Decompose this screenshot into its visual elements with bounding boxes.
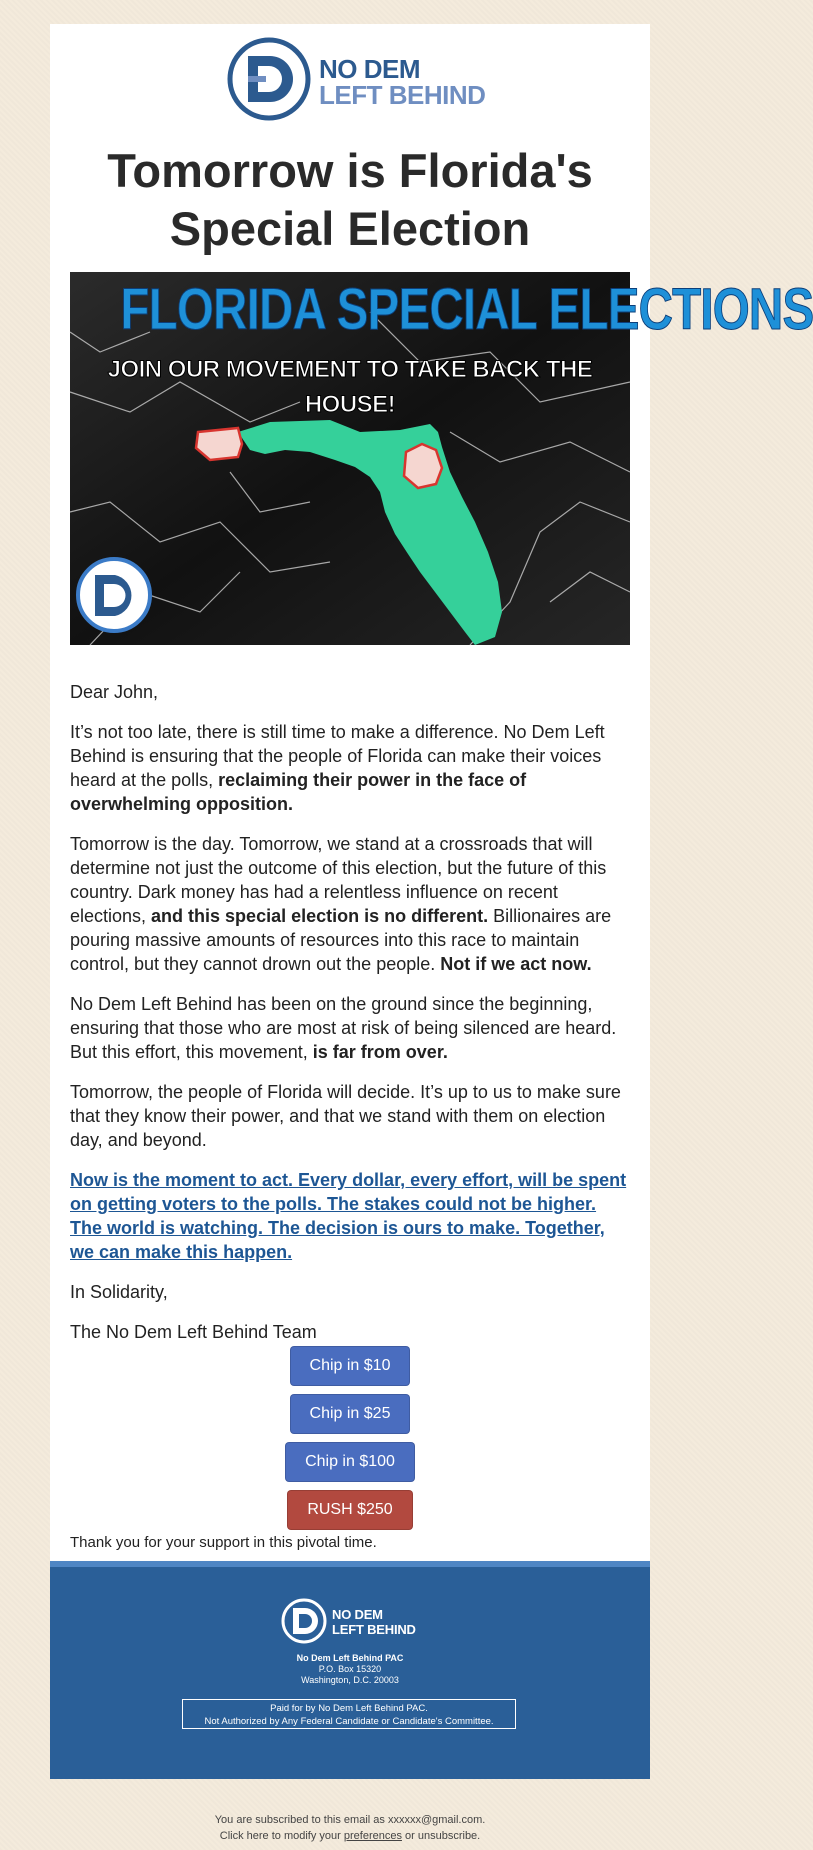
chip-in-100-button[interactable]: Chip in $100 bbox=[285, 1442, 415, 1482]
hero-subtitle: JOIN OUR MOVEMENT TO TAKE BACK THE HOUSE! bbox=[107, 356, 593, 418]
unsubscribe-notice bbox=[0, 1812, 700, 1844]
unsubscribe-text[interactable]: or unsubscribe. bbox=[401, 1830, 481, 1842]
paragraph-1 bbox=[70, 720, 630, 816]
paragraph-4: Tomorrow, the people of Florida will decide. It’s up to us to make sure that they know their power, and that we stand with them on election day, and beyond. bbox=[70, 1082, 621, 1150]
hero-title: FLORIDA SPECIAL ELECTIONS bbox=[120, 277, 813, 342]
signature: The No Dem Left Behind Team bbox=[70, 1322, 317, 1342]
paragraph-2-bold-2: Not if we act now. bbox=[440, 954, 592, 974]
brand-wordmark bbox=[319, 56, 485, 108]
modify-line bbox=[0, 1828, 700, 1844]
brand-logo[interactable] bbox=[226, 36, 486, 120]
paragraph-2-text-2: Billionaires are pouring massive amounts of resources into this race to maintain control, but they cannot drown out the people. bbox=[70, 906, 612, 974]
subscription-line: You are subscribed to this email as xxxxxx@gmail.com. bbox=[214, 1814, 486, 1826]
footer-logo[interactable] bbox=[280, 1597, 420, 1647]
paragraph-2-bold-1: and this special election is no different. bbox=[151, 906, 489, 926]
brand-name-line1: NO DEM bbox=[319, 54, 420, 84]
paragraph-3 bbox=[70, 992, 630, 1064]
footer-address-line2: Washington, D.C. 20003 bbox=[301, 1675, 399, 1685]
paragraph-2 bbox=[70, 832, 630, 976]
footer bbox=[50, 1561, 650, 1779]
hero-image[interactable] bbox=[70, 272, 813, 645]
district-west bbox=[196, 428, 242, 460]
paragraph-2-text: Tomorrow is the day. Tomorrow, we stand at a crossroads that will determine not just the outcome of this election, but the future of this country. Dark money has had a relentless influence on recent elections, bbox=[70, 834, 607, 926]
brand-name-line2: LEFT BEHIND bbox=[319, 80, 486, 110]
footer-org-name: No Dem Left Behind PAC bbox=[296, 1653, 404, 1663]
paid-for-line1: Paid for by No Dem Left Behind PAC. bbox=[270, 1703, 428, 1714]
footer-address-line1: P.O. Box 15320 bbox=[318, 1664, 382, 1674]
paragraph-3-bold: is far from over. bbox=[312, 1042, 448, 1062]
footer-wordmark bbox=[332, 1607, 416, 1637]
hero-logo bbox=[78, 559, 150, 631]
preferences-link[interactable]: preferences bbox=[343, 1830, 402, 1842]
headline: Tomorrow is Florida's Special Election bbox=[107, 144, 593, 255]
email-card bbox=[50, 24, 813, 1561]
footer-address bbox=[50, 1653, 650, 1686]
footer-d-logo-icon bbox=[280, 1597, 328, 1645]
footer-name-line1: NO DEM bbox=[332, 1607, 383, 1622]
paid-for-line2: Not Authorized by Any Federal Candidate or Candidate's Committee. bbox=[204, 1716, 494, 1727]
paragraph-3-text: No Dem Left Behind has been on the ground since the beginning, ensuring that those who are most at risk of being silenced are heard. But this effort, this movement, bbox=[70, 994, 617, 1062]
rush-250-button[interactable]: RUSH $250 bbox=[287, 1490, 413, 1530]
paragraph-1-bold: reclaiming their power in the face of overwhelming opposition. bbox=[70, 770, 527, 814]
paragraph-1-text: It’s not too late, there is still time to make a difference. No Dem Left Behind is ensuring that the people of Florida can make their voices heard at the polls, bbox=[70, 722, 605, 790]
district-east bbox=[404, 444, 442, 488]
chip-in-10-button[interactable]: Chip in $10 bbox=[290, 1346, 410, 1386]
cta-link[interactable]: Now is the moment to act. Every dollar, every effort, will be spent on getting voters to the polls. The stakes could not be higher. The world is watching. The decision is ours to make. Together, we can make this happen. bbox=[70, 1170, 627, 1262]
d-logo-icon bbox=[226, 36, 312, 122]
paid-for-disclaimer bbox=[182, 1699, 516, 1729]
chip-in-25-button[interactable]: Chip in $25 bbox=[290, 1394, 410, 1434]
signoff: In Solidarity, bbox=[70, 1282, 168, 1302]
footer-name-line2: LEFT BEHIND bbox=[332, 1622, 416, 1637]
thank-you-note: Thank you for your support in this pivotal time. bbox=[70, 1534, 377, 1551]
letter-greeting: Dear John, bbox=[70, 682, 159, 702]
modify-text: Click here to modify your bbox=[219, 1830, 344, 1842]
cta-paragraph bbox=[70, 1168, 630, 1264]
